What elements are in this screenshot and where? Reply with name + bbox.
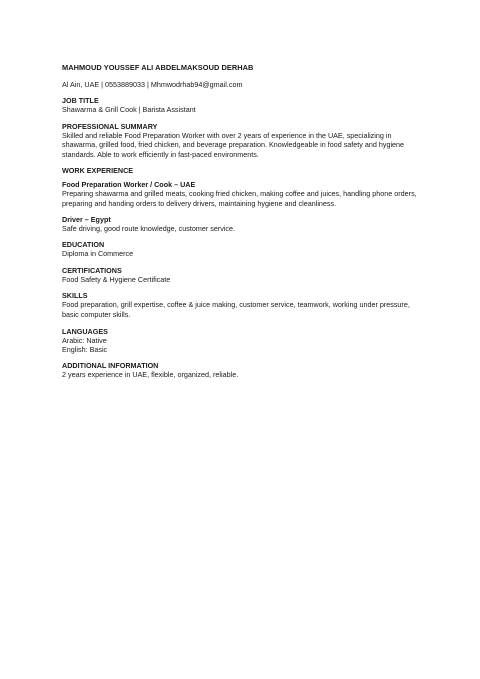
contact-line: Al Ain, UAE | 0553889033 | Mhmwodrhab94@gmail.com	[62, 80, 243, 89]
section-languages	[62, 327, 422, 355]
section-job-title	[62, 96, 422, 115]
job-title-text: Shawarma & Grill Cook | Barista Assistant	[62, 105, 196, 114]
section-certifications	[62, 266, 422, 285]
section-education	[62, 240, 422, 259]
section-heading: JOB TITLE	[62, 96, 99, 105]
section-skills	[62, 291, 422, 319]
job-entry-title: Driver – Egypt	[62, 214, 111, 224]
section-heading: WORK EXPERIENCE	[62, 166, 134, 176]
additional-text: 2 years experience in UAE, flexible, organized, reliable.	[62, 370, 239, 380]
language-item: English: Basic	[62, 344, 108, 354]
section-summary	[62, 122, 422, 160]
section-heading: EDUCATION	[62, 240, 105, 250]
section-heading: CERTIFICATIONS	[62, 265, 122, 275]
job-entry-description: Safe driving, good route knowledge, customer service.	[62, 223, 235, 233]
skills-text: Food preparation, grill expertise, coffee & juice making, customer service, teamwork, working under pressure, basic computer skills.	[62, 300, 410, 319]
section-heading: LANGUAGES	[62, 326, 108, 336]
job-entry	[62, 180, 422, 208]
job-entry-title: Food Preparation Worker / Cook – UAE	[62, 180, 196, 190]
job-entry-description: Preparing shawarma and grilled meats, cooking fried chicken, making coffee and juices, handling phone orders, preparing and handing orders to delivery drivers, maintaining hygiene and cleanliness.	[62, 189, 417, 208]
section-heading: SKILLS	[62, 291, 88, 301]
candidate-name: MAHMOUD YOUSSEF ALI ABDELMAKSOUD DERHAB	[62, 63, 254, 72]
section-heading: ADDITIONAL INFORMATION	[62, 361, 159, 371]
section-heading: PROFESSIONAL SUMMARY	[62, 121, 158, 131]
summary-text: Skilled and reliable Food Preparation Worker with over 2 years of experience in the UAE, specializing in shawarma, grilled food, fried chicken, and beverage preparation. Knowledgeable in food safety and hygiene standards. Able to work efficiently in fast-paced environments.	[62, 130, 405, 159]
language-item: Arabic: Native	[62, 335, 107, 345]
resume-content	[62, 63, 422, 380]
section-additional	[62, 361, 422, 380]
job-entry	[62, 215, 422, 234]
certifications-text: Food Safety & Hygiene Certificate	[62, 274, 171, 284]
section-experience	[62, 166, 422, 233]
education-text: Diploma in Commerce	[62, 249, 134, 259]
